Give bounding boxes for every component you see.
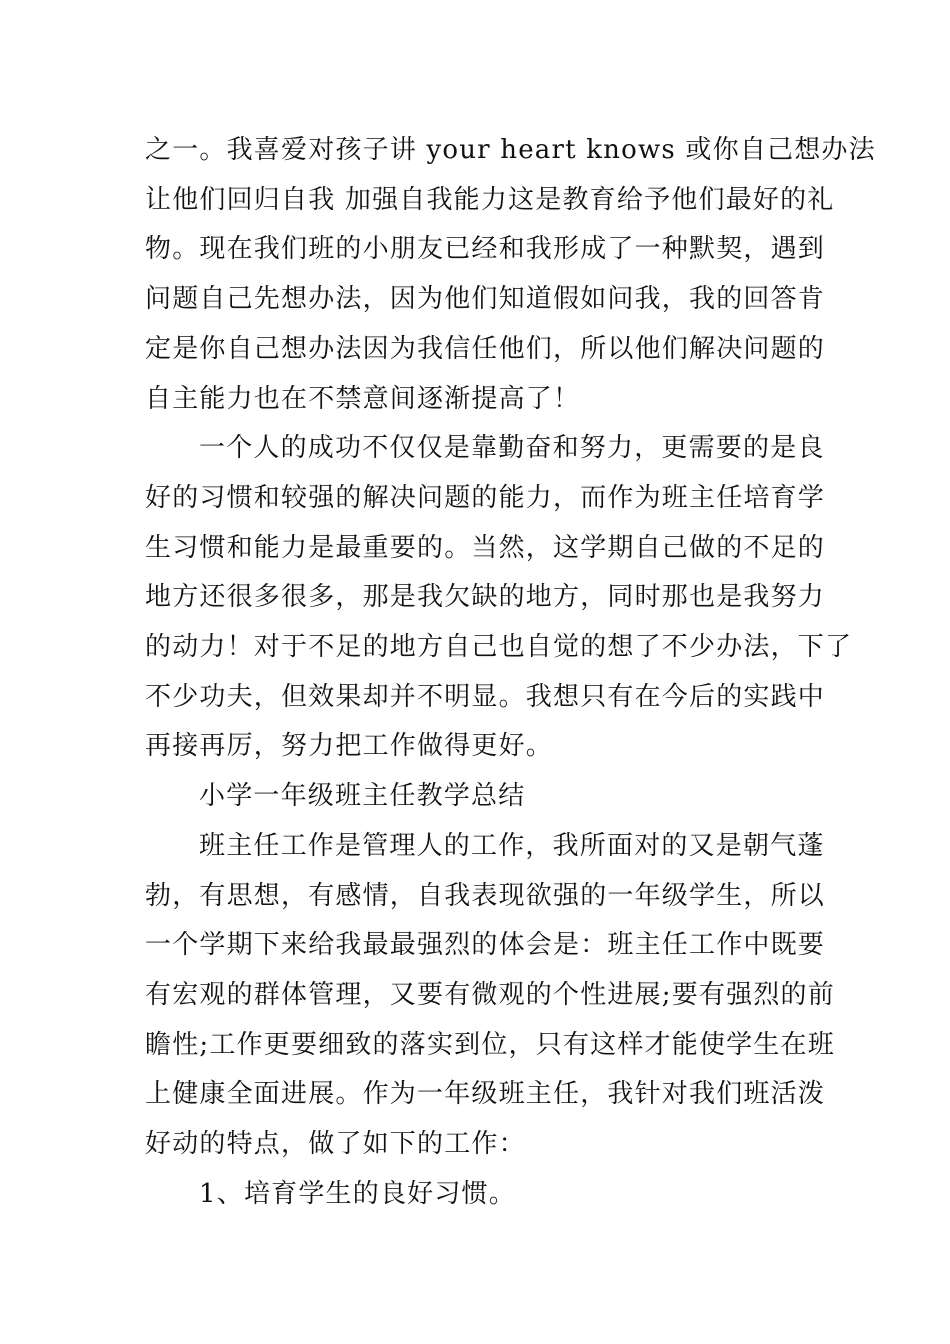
list-item-text: 1、培育学生的良好习惯。 [199,1178,516,1209]
text-line: 好动的特点，做了如下的工作： [145,1129,526,1160]
text-line: 不少功夫，但效果却并不明显。我想只有在今后的实践中 [145,681,826,712]
text-line: 上健康全面进展。作为一年级班主任，我针对我们班活泼 [145,1079,826,1110]
text-line: 物。现在我们班的小朋友已经和我形成了一种默契，遇到 [145,234,826,265]
text-line: 班主任工作是管理人的工作，我所面对的又是朝气蓬 [199,830,825,861]
text-line: 自主能力也在不禁意间逐渐提高了！ [145,383,581,414]
text-line: 定是你自己想办法因为我信任他们，所以他们解决问题的 [145,333,826,364]
text-line: 一个学期下来给我最最强烈的体会是：班主任工作中既要 [145,930,826,961]
paragraph-2 [145,424,853,772]
paragraph-3 [145,822,835,1170]
text-line: 瞻性;工作更要细致的落实到位，只有这样才能使学生在班 [145,1029,835,1060]
text-line: 再接再厉，努力把工作做得更好。 [145,731,554,762]
section-heading [145,772,811,822]
text-line: 生习惯和能力是最重要的。当然，这学期自己做的不足的 [145,532,826,563]
paragraph-1 [145,126,876,424]
text-line: 一个人的成功不仅仅是靠勤奋和努力，更需要的是良 [199,433,825,464]
section-title: 小学一年级班主任教学总结 [199,781,526,812]
text-line: 问题自己先想办法，因为他们知道假如问我，我的回答肯 [145,284,826,315]
text-line: 地方还很多很多，那是我欠缺的地方，同时那也是我努力 [145,582,826,613]
document-body [145,126,876,1219]
text-line: 让他们回归自我 加强自我能力这是教育给予他们最好的礼 [145,184,835,215]
text-line: 好的习惯和较强的解决问题的能力，而作为班主任培育学 [145,482,826,513]
text-line: 有宏观的群体管理，又要有微观的个性进展;要有强烈的前 [145,979,835,1010]
text-line: 勃，有思想，有感情，自我表现欲强的一年级学生，所以 [145,880,826,911]
text-line: 之一。我喜爱对孩子讲 your heart knows 或你自己想办法 [145,135,876,165]
text-line: 的动力！对于不足的地方自己也自觉的想了不少办法，下了 [145,632,853,663]
list-item-1 [145,1170,811,1220]
